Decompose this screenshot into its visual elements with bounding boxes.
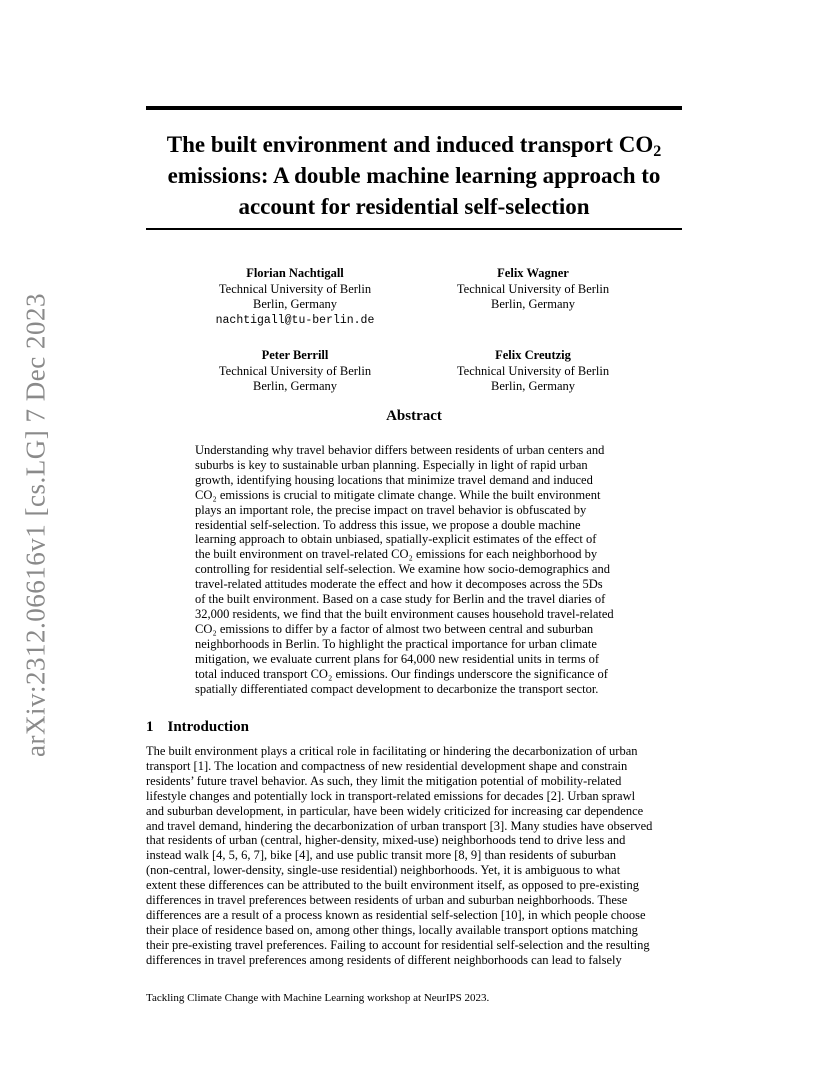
intro-line: (non-central, lower-density, single-use residential) neighborhoods. Yet, it is ambiguous to what bbox=[146, 863, 621, 878]
author-block-2 bbox=[408, 266, 658, 313]
author-affiliation: Technical University of Berlin bbox=[456, 363, 610, 378]
abstract-line: CO₂ emissions is crucial to mitigate climate change. While the built environment bbox=[195, 487, 601, 502]
abstract-line: suburbs is key to sustainable urban planning. Especially in light of rapid urban bbox=[195, 457, 588, 472]
title-line-1: The built environment and induced transport $CO_2$ bbox=[166, 132, 662, 161]
abstract-line: travel-related attitudes moderate the effect and how it decomposes across the 5Ds bbox=[195, 577, 603, 592]
abstract-line: 32,000 residents, we find that the built environment causes household travel-related bbox=[195, 606, 614, 621]
footnote: Tackling Climate Change with Machine Learning workshop at NeurIPS 2023. bbox=[146, 992, 490, 1004]
intro-line: differences are a result of a process known as residential self-selection [10], in which people choose bbox=[146, 907, 646, 922]
author-location: Berlin, Germany bbox=[252, 297, 337, 311]
author-location: Berlin, Germany bbox=[490, 297, 575, 311]
author-email[interactable]: nachtigall@tu-berlin.de bbox=[215, 313, 375, 327]
title-rule-bottom bbox=[146, 228, 682, 230]
author-name: Felix Creutzig bbox=[495, 348, 571, 362]
abstract-body bbox=[195, 443, 633, 696]
author-block-4 bbox=[408, 348, 658, 395]
section-heading-introduction bbox=[146, 719, 249, 736]
title-rule-top bbox=[146, 106, 682, 110]
intro-line: differences in travel preferences between residents of urban and suburban neighborhoods. These bbox=[146, 893, 628, 908]
abstract-line: growth, identifying housing locations that minimize travel demand and induced bbox=[195, 472, 593, 487]
abstract-line: the built environment on travel-related CO₂ emissions for each neighborhood by bbox=[195, 547, 598, 562]
author-block-3 bbox=[170, 348, 420, 395]
intro-line: differences in travel preferences among residents of different neighborhoods can lead to falsely bbox=[146, 952, 622, 967]
author-name: Felix Wagner bbox=[497, 266, 569, 280]
abstract-line: total induced transport CO₂ emissions. Our findings underscore the significance of bbox=[195, 666, 608, 681]
author-affiliation: Technical University of Berlin bbox=[218, 281, 372, 296]
abstract-line: plays an important role, the precise impact on travel behavior is obfuscated by bbox=[195, 502, 587, 517]
intro-line: The built environment plays a critical role in facilitating or hindering the decarbonization of urban bbox=[146, 744, 638, 758]
intro-line: transport [1]. The location and compactness of new residential development shape and constrain bbox=[146, 758, 628, 773]
section-number: 1 bbox=[146, 719, 154, 735]
abstract-line: Understanding why travel behavior differs between residents of urban centers and bbox=[195, 443, 605, 457]
arxiv-identifier: arXiv:2312.06616v1 [cs.LG] 7 Dec 2023 bbox=[20, 293, 51, 757]
intro-line: lifestyle changes and potentially lock in transport-related emissions for decades [2]. Urban sprawl bbox=[146, 788, 636, 803]
abstract-line: controlling for residential self-selection. We examine how socio-demographics and bbox=[195, 562, 610, 577]
abstract-line: mitigation, we evaluate current plans for 64,000 new residential units in terms of bbox=[195, 651, 600, 666]
author-location: Berlin, Germany bbox=[490, 379, 575, 393]
abstract-line: of the built environment. Based on a case study for Berlin and the travel diaries of bbox=[195, 592, 606, 607]
intro-line: and travel demand, hindering the decarbonization of urban transport [3]. Many studies have observed bbox=[146, 818, 653, 833]
arxiv-sidebar bbox=[6, 290, 66, 760]
author-name: Florian Nachtigall bbox=[246, 266, 344, 280]
abstract-line: neighborhoods in Berlin. To highlight the practical importance for urban climate bbox=[195, 636, 597, 651]
abstract-line: spatially differentiated compact development to decarbonize the transport sector. bbox=[195, 681, 599, 696]
section-title: Introduction bbox=[167, 719, 249, 735]
abstract-line: CO₂ emissions to differ by a factor of almost two between central and suburban bbox=[195, 621, 594, 636]
author-location: Berlin, Germany bbox=[252, 379, 337, 393]
author-affiliation: Technical University of Berlin bbox=[456, 281, 610, 296]
intro-line: their pre-existing travel preferences. Failing to account for residential self-selection and the resulting bbox=[146, 937, 650, 952]
intro-line: extent these differences can be attributed to the built environment itself, as opposed to pre-existing bbox=[146, 878, 640, 893]
intro-line: and suburban development, in particular, have been widely criticized for increasing car dependence bbox=[146, 803, 644, 818]
paper-title bbox=[146, 129, 682, 222]
intro-line: residents’ future travel behavior. As such, they limit the mitigation potential of mobility-related bbox=[146, 773, 622, 788]
abstract-line: learning approach to obtain unbiased, spatially-explicit estimates of the effect of bbox=[195, 532, 597, 547]
author-name: Peter Berrill bbox=[261, 348, 329, 362]
author-block-1 bbox=[170, 266, 420, 328]
intro-line: instead walk [4, 5, 6, 7], bike [4], and use public transit more [8, 9] than residents of suburban bbox=[146, 848, 617, 863]
intro-line: that residents of urban (central, higher-density, mixed-use) neighborhoods tend to drive less and bbox=[146, 833, 626, 848]
title-line-3: account for residential self-selection bbox=[238, 194, 590, 219]
introduction-body bbox=[146, 744, 682, 968]
abstract-line: residential self-selection. To address this issue, we propose a double machine bbox=[195, 517, 581, 532]
intro-line: their place of residence based on, among other things, locally available transport options matching bbox=[146, 922, 638, 937]
title-line-2: emissions: A double machine learning approach to bbox=[167, 163, 661, 188]
abstract-heading: Abstract bbox=[386, 408, 442, 424]
author-affiliation: Technical University of Berlin bbox=[218, 363, 372, 378]
